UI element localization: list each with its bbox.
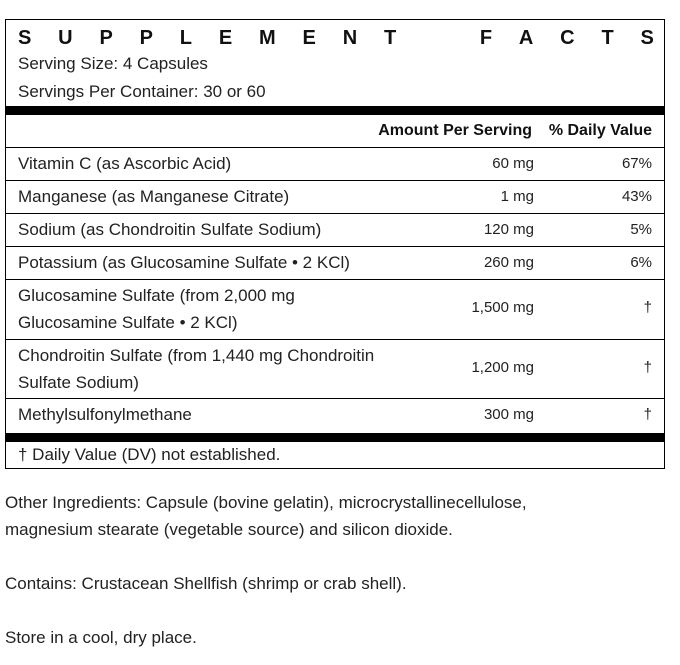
other-ingredients-line2: magnesium stearate (vegetable source) and silicon dioxide. [5, 520, 453, 539]
title-letter: C [560, 26, 575, 49]
nutrient-daily-value: 6% [630, 254, 652, 271]
servings-per-container: Servings Per Container: 30 or 60 [18, 82, 266, 101]
other-ingredients-line1: Other Ingredients: Capsule (bovine gelatin), microcrystallinecellulose, [5, 493, 527, 512]
title-letter: T [383, 26, 397, 49]
daily-value-footnote: † Daily Value (DV) not established. [18, 445, 281, 464]
title-letter: T [601, 26, 614, 49]
nutrient-name-line1: Glucosamine Sulfate (from 2,000 mg [18, 286, 295, 305]
title-letter: P [139, 26, 153, 49]
nutrient-name-line2: Sulfate Sodium) [18, 373, 139, 392]
title-letter: A [518, 26, 534, 49]
nutrient-row [6, 180, 664, 213]
column-header [6, 118, 664, 144]
title-letter: E [302, 26, 316, 49]
nutrient-amount: 120 mg [483, 221, 534, 238]
nutrient-row [6, 213, 664, 246]
nutrient-name: Methylsulfonylmethane [18, 405, 192, 424]
title-letter: S [640, 26, 654, 49]
nutrient-daily-value: 43% [621, 188, 652, 205]
nutrient-name: Manganese (as Manganese Citrate) [18, 187, 290, 206]
nutrient-daily-value: † [643, 299, 652, 316]
panel-title [18, 26, 654, 50]
amount-per-serving-header: Amount Per Serving [378, 122, 532, 139]
nutrient-amount: 60 mg [492, 155, 534, 172]
nutrient-row [6, 398, 664, 432]
nutrient-name: Potassium (as Glucosamine Sulfate • 2 KCl) [18, 253, 350, 272]
title-letter: M [259, 26, 276, 49]
title-letter: U [58, 26, 73, 49]
nutrient-amount: 1 mg [500, 188, 534, 205]
nutrient-name: Vitamin C (as Ascorbic Acid) [18, 154, 232, 173]
thick-divider [6, 433, 664, 442]
nutrient-daily-value: † [643, 359, 652, 376]
nutrient-amount: 1,500 mg [471, 299, 534, 316]
allergen-statement: Contains: Crustacean Shellfish (shrimp or crab shell). [5, 574, 407, 593]
nutrient-daily-value: 67% [621, 155, 652, 172]
title-letter: P [99, 26, 113, 49]
supplement-facts-panel [5, 19, 665, 469]
nutrient-amount: 1,200 mg [471, 359, 534, 376]
nutrient-row [6, 246, 664, 279]
thick-divider [6, 106, 664, 115]
daily-value-header: % Daily Value [548, 122, 652, 139]
nutrient-amount: 300 mg [483, 406, 534, 423]
title-letter: L [179, 26, 193, 49]
serving-size: Serving Size: 4 Capsules [18, 54, 208, 73]
nutrient-name: Sodium (as Chondroitin Sulfate Sodium) [18, 220, 322, 239]
nutrient-row [6, 339, 664, 398]
nutrient-daily-value: 5% [630, 221, 652, 238]
title-letter: S [18, 26, 32, 49]
title-letter: E [218, 26, 233, 49]
title-letter: F [479, 26, 493, 49]
title-letter: N [342, 26, 358, 49]
nutrient-row [6, 279, 664, 339]
nutrient-daily-value: † [643, 406, 652, 423]
nutrient-name-line2: Glucosamine Sulfate • 2 KCl) [18, 313, 238, 332]
nutrient-row [6, 147, 664, 180]
nutrient-amount: 260 mg [483, 254, 534, 271]
storage-instructions: Store in a cool, dry place. [5, 628, 197, 647]
nutrient-name-line1: Chondroitin Sulfate (from 1,440 mg Chondroitin [18, 346, 375, 365]
